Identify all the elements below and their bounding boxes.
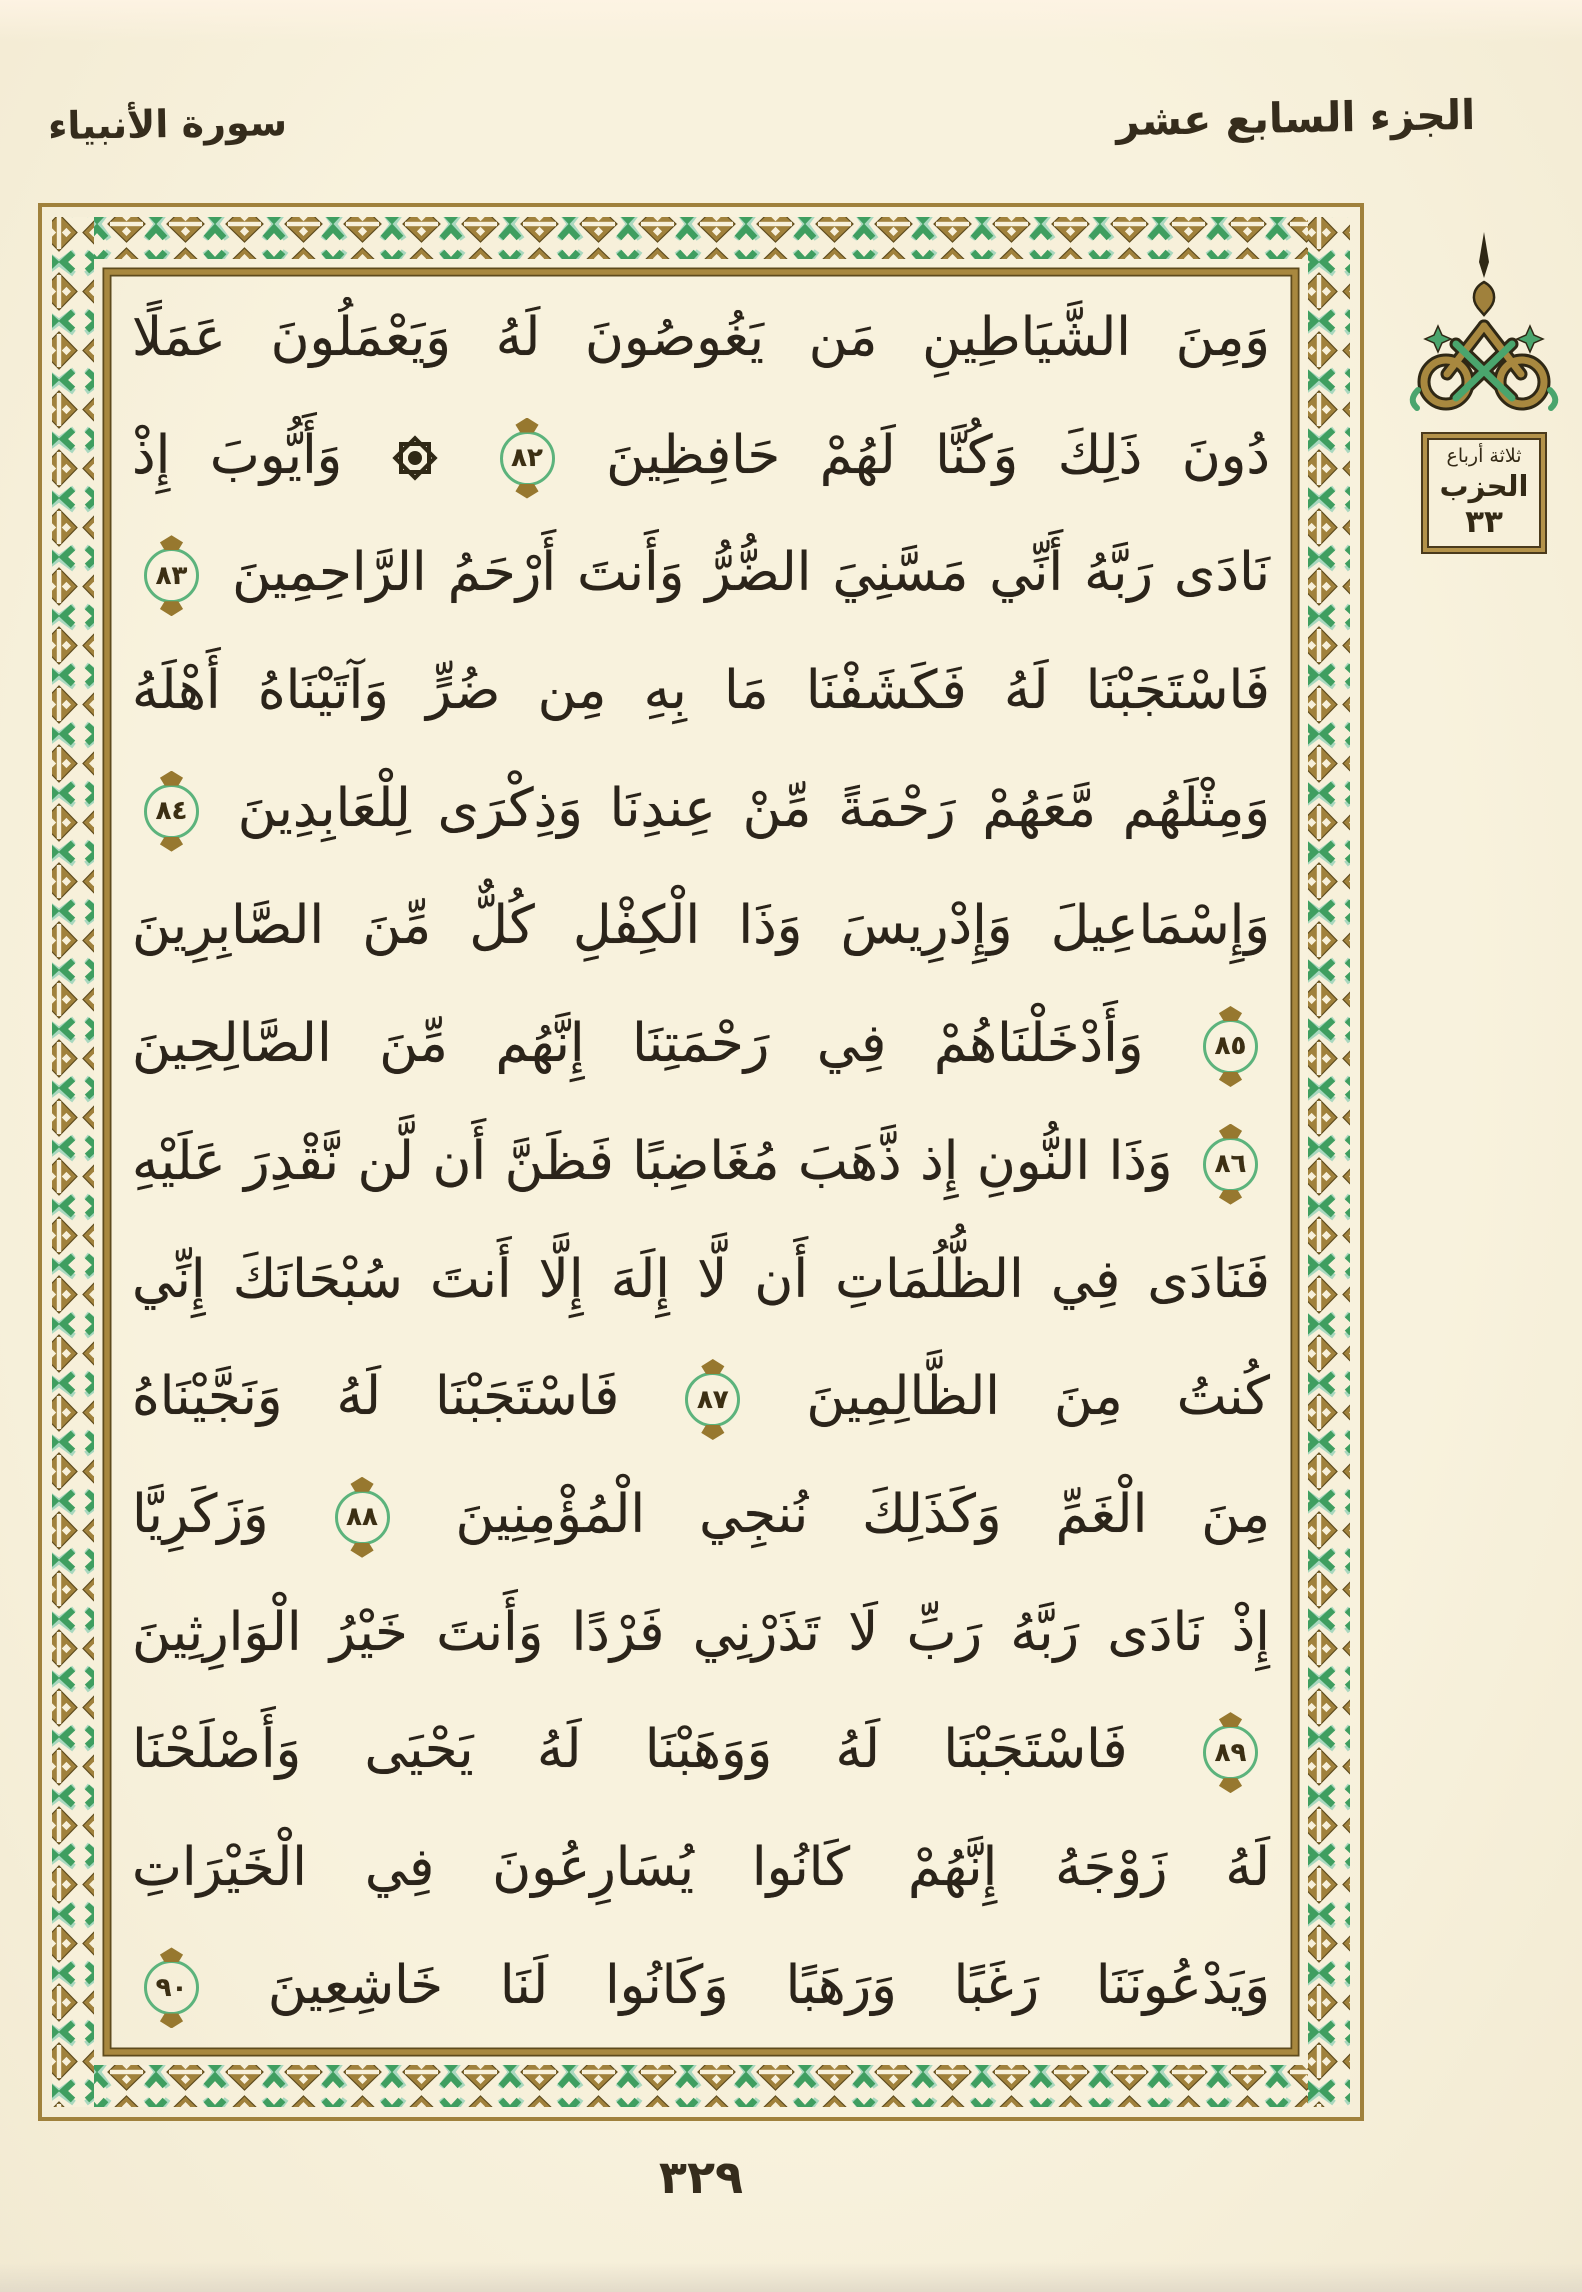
ayah-text: وَأَيُّوبَ إِذْ	[132, 424, 343, 486]
hizb-number-label: ٣٣	[1465, 504, 1503, 540]
quran-line	[132, 279, 1270, 397]
ayah-text: فَاسْتَجَبْنَا لَهُ فَكَشَفْنَا مَا بِهِ مِن ضُرٍّ وَآتَيْنَاهُ أَهْلَهُ	[132, 660, 1270, 722]
quran-line	[132, 1221, 1270, 1339]
medallion-crown-top-icon	[155, 771, 189, 786]
quran-line	[132, 1103, 1270, 1221]
quran-line	[132, 632, 1270, 750]
verse-end-marker	[685, 1359, 740, 1440]
verse-end-marker	[1203, 1124, 1258, 1205]
verse-end-marker	[1203, 1712, 1258, 1793]
verse-end-marker	[144, 771, 199, 852]
medallion-crown-bottom-icon	[1214, 1190, 1248, 1205]
quran-line	[132, 514, 1270, 632]
quran-line	[132, 1691, 1270, 1809]
ayah-text: نَادَى رَبَّهُ أَنِّي مَسَّنِيَ الضُّرُّ وَأَنتَ أَرْحَمُ الرَّاحِمِينَ	[232, 542, 1270, 604]
ayah-text: مِنَ الْغَمِّ وَكَذَلِكَ نُنجِي الْمُؤْمِنِينَ	[455, 1483, 1270, 1545]
quran-line	[132, 1338, 1270, 1456]
medallion-crown-top-icon	[1214, 1712, 1248, 1727]
hizb-word-label: الحزب	[1439, 469, 1529, 503]
quran-line	[132, 397, 1270, 515]
verse-end-marker	[1203, 1006, 1258, 1087]
ayah-text: لَهُ زَوْجَهُ إِنَّهُمْ كَانُوا يُسَارِعُونَ فِي الْخَيْرَاتِ	[132, 1836, 1270, 1898]
quran-line	[132, 1927, 1270, 2045]
ayah-text: كُنتُ مِنَ الظَّالِمِينَ	[806, 1366, 1270, 1428]
ayah-text: فَنَادَى فِي الظُّلُمَاتِ أَن لَّا إِلَهَ إِلَّا أَنتَ سُبْحَانَكَ إِنِّي	[132, 1248, 1270, 1310]
verse-number: ٨٥	[1203, 1019, 1258, 1074]
ayah-text: فَاسْتَجَبْنَا لَهُ وَنَجَّيْنَاهُ	[132, 1366, 620, 1428]
surah-name-header: سورة الأنبياء	[47, 99, 288, 149]
ayah-text: وَإِسْمَاعِيلَ وَإِدْرِيسَ وَذَا الْكِفْلِ كُلٌّ مِّنَ الصَّابِرِينَ	[132, 895, 1270, 957]
verse-end-marker	[144, 1947, 199, 2028]
verse-end-marker	[144, 535, 199, 616]
medallion-crown-top-icon	[1214, 1124, 1248, 1139]
verse-number: ٨٢	[500, 431, 555, 486]
medallion-crown-bottom-icon	[510, 484, 544, 499]
medallion-crown-top-icon	[510, 418, 544, 433]
medallion-crown-top-icon	[155, 535, 189, 550]
rub-el-hizb-icon	[392, 435, 438, 481]
verse-number: ٨٣	[144, 548, 199, 603]
quran-line	[132, 985, 1270, 1103]
medallion-crown-bottom-icon	[155, 2013, 189, 2028]
ayah-text: وَذَا النُّونِ إِذ ذَّهَبَ مُغَاضِبًا فَظَنَّ أَن لَّن نَّقْدِرَ عَلَيْهِ	[132, 1130, 1173, 1192]
quran-lines	[114, 279, 1288, 2045]
quran-line	[132, 750, 1270, 868]
medallion-crown-bottom-icon	[155, 837, 189, 852]
quran-line	[132, 1809, 1270, 1927]
verse-end-marker	[335, 1477, 390, 1558]
medallion-crown-bottom-icon	[696, 1425, 730, 1440]
quran-line	[132, 1456, 1270, 1574]
hizb-label-box-inner	[1427, 438, 1541, 548]
medallion-crown-top-icon	[155, 1947, 189, 1962]
quran-line	[132, 867, 1270, 985]
medallion-crown-bottom-icon	[1213, 1072, 1247, 1087]
quran-line	[132, 1574, 1270, 1692]
verse-number: ٨٩	[1203, 1725, 1258, 1780]
ayah-text: فَاسْتَجَبْنَا لَهُ وَوَهَبْنَا لَهُ يَحْيَى وَأَصْلَحْنَا	[132, 1719, 1128, 1781]
medallion-crown-bottom-icon	[155, 601, 189, 616]
medallion-crown-bottom-icon	[1214, 1778, 1248, 1793]
medallion-crown-bottom-icon	[345, 1543, 379, 1558]
verse-number: ٨٤	[144, 784, 199, 839]
hizb-label-box	[1421, 432, 1547, 554]
medallion-crown-top-icon	[345, 1477, 379, 1492]
ayah-text: وَمِنَ الشَّيَاطِينِ مَن يَغُوصُونَ لَهُ وَيَعْمَلُونَ عَمَلًا	[132, 307, 1270, 368]
ayah-text: إِذْ نَادَى رَبَّهُ رَبِّ لَا تَذَرْنِي فَرْدًا وَأَنتَ خَيْرُ الْوَارِثِينَ	[132, 1601, 1270, 1663]
medallion-crown-top-icon	[1213, 1006, 1247, 1021]
page-number: ٣٢٩	[658, 2150, 744, 2204]
hizb-fraction-label: ثلاثة أرباع	[1446, 445, 1522, 467]
ayah-text: وَيَدْعُونَنَا رَغَبًا وَرَهَبًا وَكَانُوا لَنَا خَاشِعِينَ	[267, 1954, 1270, 2016]
ayah-text: وَمِثْلَهُم مَّعَهُمْ رَحْمَةً مِّنْ عِندِنَا وَذِكْرَى لِلْعَابِدِينَ	[237, 777, 1270, 839]
hizb-knot-ornament	[1394, 230, 1574, 428]
rub-el-hizb-center-dot	[408, 451, 422, 465]
medallion-crown-top-icon	[696, 1359, 730, 1374]
verse-number: ٨٨	[335, 1490, 390, 1545]
juz-name-header: الجزء السابع عشر	[1115, 90, 1476, 146]
ayah-text: وَزَكَرِيَّا	[132, 1483, 269, 1545]
verse-number: ٨٦	[1203, 1137, 1258, 1192]
ayah-text: دُونَ ذَلِكَ وَكُنَّا لَهُمْ حَافِظِينَ	[606, 424, 1270, 486]
verse-number: ٩٠	[144, 1960, 199, 2015]
ayah-text: وَأَدْخَلْنَاهُمْ فِي رَحْمَتِنَا إِنَّهُم مِّنَ الصَّالِحِينَ	[132, 1013, 1144, 1075]
hizb-margin-marker	[1394, 230, 1574, 550]
verse-number: ٨٧	[685, 1372, 740, 1427]
verse-end-marker	[500, 418, 555, 499]
